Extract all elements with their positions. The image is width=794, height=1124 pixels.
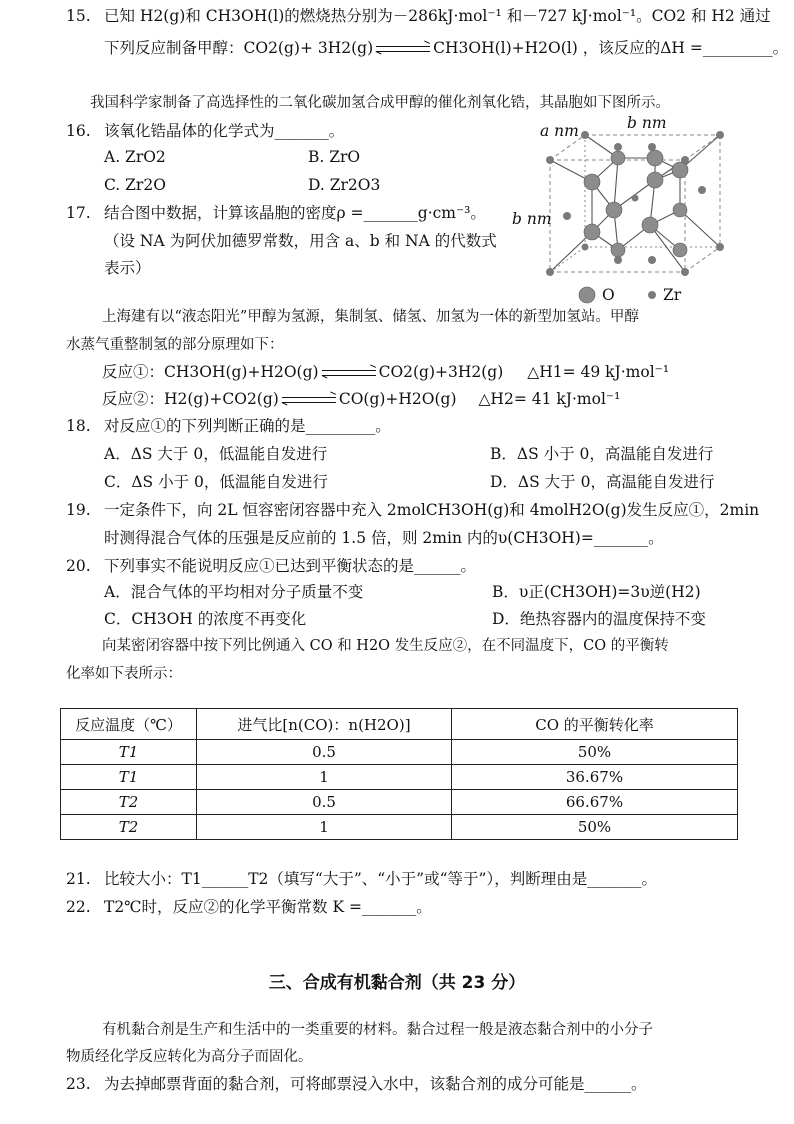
legend-zr: Zr xyxy=(663,286,682,304)
q16-option-c: C. Zr2O xyxy=(104,176,166,194)
q20-option-c: C．CH3OH 的浓度不再变化 xyxy=(104,610,307,628)
table-row xyxy=(61,790,738,815)
table-cell: 0.5 xyxy=(197,740,452,765)
table-cell: 1 xyxy=(197,765,452,790)
q15-text: 已知 H2(g)和 CH3OH(l)的燃烧热分别为－286kJ·mol⁻¹ 和－727 kJ·mol⁻¹。CO2 和 H2 通过 xyxy=(104,7,771,25)
reaction-1 xyxy=(102,361,669,383)
table-row xyxy=(61,815,738,840)
table-cell: T2 xyxy=(61,790,197,815)
q18-option-b: B．ΔS 小于 0，高温能自发进行 xyxy=(490,445,714,463)
question-number: 23. xyxy=(66,1075,91,1093)
q17-text: 结合图中数据，计算该晶胞的密度ρ =_______g·cm⁻³。 xyxy=(104,204,486,222)
table-row xyxy=(61,765,738,790)
q15-reactants: 下列反应制备甲醇：CO2(g)+ 3H2(g) xyxy=(104,39,374,57)
reaction-1-left: 反应①：CH3OH(g)+H2O(g) xyxy=(102,363,319,381)
q16-option-a: A. ZrO2 xyxy=(104,148,166,166)
reaction-2-enthalpy: △H2= 41 kJ·mol⁻¹ xyxy=(478,390,621,408)
table-cell: 1 xyxy=(197,815,452,840)
intro-adhesive-2: 物质经化学反应转化为高分子而固化。 xyxy=(66,1049,313,1065)
question-number: 21. xyxy=(66,870,91,888)
intro-table-2: 化率如下表所示： xyxy=(66,666,182,682)
table-cell: 50% xyxy=(452,740,738,765)
table-cell: T1 xyxy=(61,740,197,765)
q22-text: T2℃时，反应②的化学平衡常数 K =_______。 xyxy=(104,898,432,916)
q17-line3: 表示） xyxy=(104,259,151,277)
section-heading: 三、合成有机黏合剂（共 23 分） xyxy=(268,973,526,993)
q19-line1 xyxy=(66,499,759,521)
q19-text: 一定条件下，向 2L 恒容密闭容器中充入 2molCH3OH(g)和 4molH2O(g)发生反应①，2min xyxy=(104,501,760,519)
q20-option-a: A．混合气体的平均相对分子质量不变 xyxy=(104,583,364,601)
legend-o: O xyxy=(602,286,615,304)
table-header: CO 的平衡转化率 xyxy=(452,709,738,740)
table-header: 进气比[n(CO)：n(H2O)] xyxy=(197,709,452,740)
q18-text: 对反应①的下列判断正确的是_________。 xyxy=(104,417,391,435)
intro-adhesive-1: 有机黏合剂是生产和生活中的一类重要的材料。黏合过程一般是液态黏合剂中的小分子 xyxy=(102,1022,653,1038)
question-number: 16. xyxy=(66,122,91,140)
reaction-1-right: CO2(g)+3H2(g) xyxy=(378,363,504,381)
q20-text: 下列事实不能说明反应①已达到平衡状态的是______。 xyxy=(104,557,477,575)
q22 xyxy=(66,896,432,918)
conversion-table xyxy=(60,708,738,840)
label-a-nm: a nm xyxy=(540,122,579,140)
q20-option-b: B．υ正(CH3OH)=3υ逆(H2) xyxy=(492,583,701,601)
table-row xyxy=(61,740,738,765)
table-cell: T2 xyxy=(61,815,197,840)
q18-stem xyxy=(66,415,391,437)
table-header: 反应温度（℃） xyxy=(61,709,197,740)
question-number: 18. xyxy=(66,417,91,435)
q19-line2: 时测得混合气体的压强是反应前的 1.5 倍，则 2min 内的υ(CH3OH)=_______。 xyxy=(104,529,664,547)
q18-option-d: D．ΔS 大于 0，高温能自发进行 xyxy=(490,473,715,491)
intro-table-1: 向某密闭容器中按下列比例通入 CO 和 H2O 发生反应②，在不同温度下，CO 的平衡转 xyxy=(102,638,669,654)
equilibrium-arrow-icon xyxy=(322,367,376,379)
intro-hydrogen-station-1: 上海建有以“液态阳光”甲醇为氢源，集制氢、储氢、加氢为一体的新型加氢站。甲醇 xyxy=(102,309,639,325)
table-cell: 36.67% xyxy=(452,765,738,790)
q23 xyxy=(66,1073,647,1095)
question-number: 19. xyxy=(66,501,91,519)
label-b-nm-top: b nm xyxy=(627,114,667,132)
reaction-2 xyxy=(102,388,620,410)
equilibrium-arrow-icon xyxy=(282,394,336,406)
q21 xyxy=(66,868,657,890)
question-number: 20. xyxy=(66,557,91,575)
table-cell: 0.5 xyxy=(197,790,452,815)
reaction-1-enthalpy: △H1= 49 kJ·mol⁻¹ xyxy=(527,363,670,381)
q18-option-c: C．ΔS 小于 0，低温能自发进行 xyxy=(104,473,328,491)
table-cell: 50% xyxy=(452,815,738,840)
q20-option-d: D．绝热容器内的温度保持不变 xyxy=(492,610,706,628)
q23-text: 为去掉邮票背面的黏合剂，可将邮票浸入水中，该黏合剂的成分可能是______。 xyxy=(104,1075,647,1093)
table-cell: T1 xyxy=(61,765,197,790)
oxygen-legend-icon xyxy=(579,287,595,303)
q17-line2: （设 NA 为阿伏加德罗常数，用含 a、b 和 NA 的代数式 xyxy=(104,232,497,250)
q16-option-d: D. Zr2O3 xyxy=(308,176,381,194)
q20-stem xyxy=(66,555,476,577)
q16-option-b: B. ZrO xyxy=(308,148,361,166)
label-b-nm-side: b nm xyxy=(512,210,552,228)
q18-option-a: A．ΔS 大于 0，低温能自发进行 xyxy=(104,445,328,463)
question-number: 22. xyxy=(66,898,91,916)
intro-zirconia: 我国科学家制备了高选择性的二氧化碳加氢合成甲醇的催化剂氧化锆，其晶胞如下图所示。 xyxy=(90,95,670,111)
question-number: 17. xyxy=(66,204,91,222)
zirconium-legend-icon xyxy=(648,291,656,299)
reaction-2-left: 反应②：H2(g)+CO2(g) xyxy=(102,390,279,408)
q15-products: CH3OH(l)+H2O(l) ，该反应的ΔH =_________。 xyxy=(433,39,789,57)
q16-text: 该氧化锆晶体的化学式为_______。 xyxy=(104,122,345,140)
q21-text: 比较大小：T1______T2（填写“大于”、“小于”或“等于”），判断理由是_______。 xyxy=(104,870,657,888)
table-cell: 66.67% xyxy=(452,790,738,815)
reaction-2-right: CO(g)+H2O(g) xyxy=(338,390,457,408)
table-header-row xyxy=(61,709,738,740)
intro-hydrogen-station-2: 水蒸气重整制氢的部分原理如下： xyxy=(66,337,284,353)
question-number: 15. xyxy=(66,7,91,25)
